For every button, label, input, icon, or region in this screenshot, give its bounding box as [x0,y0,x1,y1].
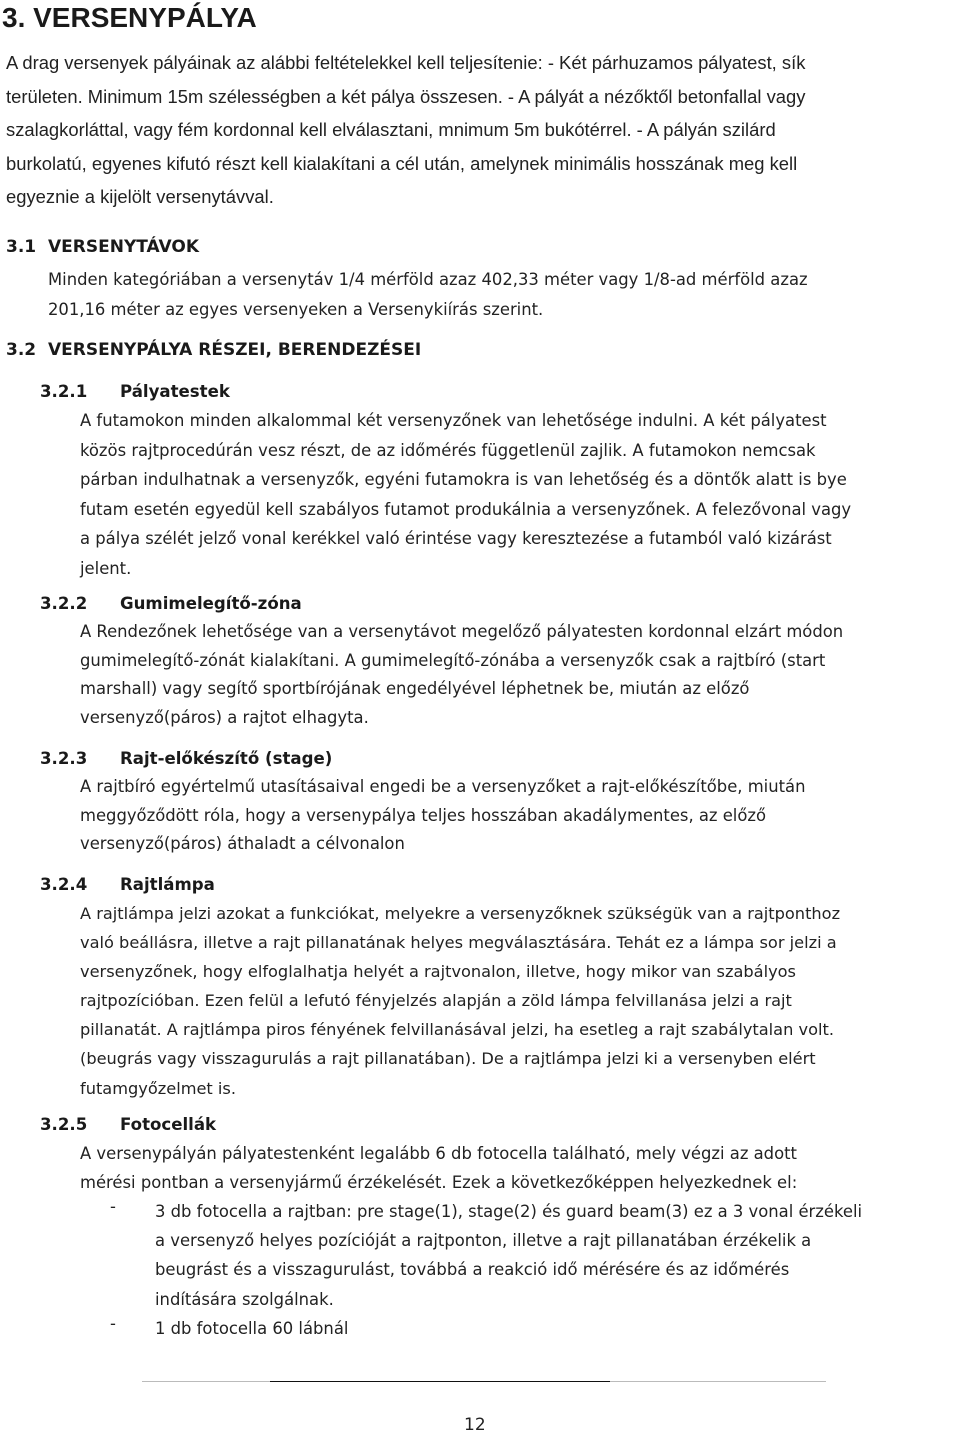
subsection-number: 3.2.3 [40,749,88,768]
text-line: A futamokon minden alkalommal két versenyzőnek van lehetősége indulni. A két pályatest [80,411,827,430]
chapter-heading: 3. VERSENYPÁLYA [2,2,257,33]
subsection-3-2-2-text [80,618,843,733]
page-number: 12 [464,1415,486,1435]
text-line: rajtpozícióban. Ezen felül a lefutó fényjelzés alapján a zöld lámpa felvillanása jelzi a rajt [80,991,792,1011]
text-line: beugrást és a visszagurulást, továbbá a reakció idő mérésére és az időmérés [155,1260,790,1280]
text-line: versenyző(páros) áthaladt a célvonalon [80,834,405,853]
text-line: meggyőződött róla, hogy a versenypálya teljes hosszában akadálymentes, az előző [80,805,767,825]
text-line: 201,16 méter az egyes versenyeken a Versenykiírás szerint. [48,299,544,319]
text-line: burkolatú, egyenes kifutó részt kell kialakítani a cél után, amelynek minimális hosszának meg kell [6,152,798,174]
subsection-number: 3.2.5 [40,1115,88,1134]
subsection-3-2-4-text [80,899,840,1103]
text-line: A versenypályán pályatestenként legalább 6 db fotocella található, mely végzi az adott [80,1144,797,1163]
text-line: 3 db fotocella a rajtban: pre stage(1), stage(2) és guard beam(3) ez a 3 vonal érzékeli [155,1202,863,1221]
subsection-number: 3.2.4 [40,875,88,894]
text-line: pillanatát. A rajtlámpa piros fényének felvillanásával jelzi, ha esetleg a rajt szabálytalan volt. [80,1020,834,1040]
text-line: szalagkorláttal, vagy fém kordonnal kell elválasztani, mnimum 5m bukótérrel. - A pályán szilárd [6,119,776,141]
subsection-heading-3-2-5 [40,1113,216,1137]
subsection-3-2-3-text [80,773,805,859]
bullet-body [155,1197,862,1314]
subsection-3-2-1-text [80,406,851,584]
subsection-heading-3-2-3 [40,747,332,771]
text-line: A Rendezőnek lehetősége van a versenytávot megelőző pályatesten kordonnal elzárt módon [80,622,844,641]
subsection-3-2-5-text [80,1139,797,1197]
text-line: gumimelegítő-zónát kialakítani. A gumimelegítő-zónába a versenyzők csak a rajtbíró (start [80,650,826,670]
subsection-title: Gumimelegítő-zóna [120,594,302,613]
text-line: A rajtbíró egyértelmű utasításaival engedi be a versenyzőket a rajt-előkészítőbe, miután [80,777,806,796]
text-line: versenyző(páros) a rajtot elhagyta. [80,708,369,728]
text-line: A drag versenyek pályáinak az alábbi feltételekkel kell teljesítenie: - Két párhuzamos pályatest, sík [6,52,806,73]
text-line: Minden kategóriában a versenytáv 1/4 mérföld azaz 402,33 méter vagy 1/8-ad mérföld azaz [48,270,808,289]
text-line: való beállásra, illetve a rajt pillanatának helyes megválasztására. Tehát ez a lámpa sor jelzi a [80,933,837,953]
section-3-1-text [48,265,808,324]
text-line: területen. Minimum 15m szélességben a két pálya összesen. - A pályát a nézőktől betonfallal vagy [6,85,806,107]
footer-divider [142,1381,270,1382]
subsection-heading-3-2-1 [40,380,230,404]
section-heading-3-2 [6,338,421,362]
section-title: VERSENYPÁLYA RÉSZEI, BERENDEZÉSEI [48,340,422,360]
bullet-dash: - [110,1314,116,1333]
text-line: 1 db fotocella 60 lábnál [155,1319,349,1338]
text-line: futam esetén egyedül kell szabályos futamot produkálnia a versenyzőnek. A felezővonal vagy [80,499,852,519]
subsection-number: 3.2.1 [40,382,88,401]
footer-divider [270,1381,610,1382]
text-line: jelent. [80,558,132,578]
text-line: versenyzőnek, hogy elfoglalhatja helyét a rajtvonalon, illetve, hogy mikor van szabályos [80,962,796,982]
footer-divider [610,1381,826,1382]
subsection-title: Pályatestek [120,382,230,401]
text-line: a versenyző helyes pozícióját a rajtponton, illetve a rajt pillanatában érzékelik a [155,1231,812,1251]
text-line: mérési pontban a versenyjármű érzékelését. Ezek a következőképpen helyezkednek el: [80,1173,798,1192]
text-line: indítására szolgálnak. [155,1289,334,1309]
text-line: egyeznie a kijelölt versenytávval. [6,186,274,208]
bullet-dash: - [110,1197,116,1216]
text-line: futamgyőzelmet is. [80,1078,237,1098]
text-line: marshall) vagy segítő sportbírójának engedélyével léphetnek be, miután az előző [80,679,750,699]
text-line: A rajtlámpa jelzi azokat a funkciókat, melyekre a versenyzőknek szükségük van a rajtponthoz [80,904,841,923]
section-title: VERSENYTÁVOK [48,237,200,257]
subsection-title: Rajtlámpa [120,875,215,894]
section-number: 3.1 [6,237,37,257]
subsection-title: Rajt-előkészítő (stage) [120,749,333,768]
section-heading-3-1 [6,235,199,259]
text-line: (beugrás vagy visszagurulás a rajt pillanatában). De a rajtlámpa jelzi ki a versenyben elért [80,1049,816,1069]
subsection-heading-3-2-2 [40,592,302,616]
section-number: 3.2 [6,340,37,360]
text-line: párban indulhatnak a versenyzők, egyéni futamokra is van lehetőség és a döntők alatt is bye [80,470,847,490]
bullet-body [155,1314,348,1343]
subsection-title: Fotocellák [120,1115,217,1134]
intro-paragraph [6,46,956,214]
subsection-heading-3-2-4 [40,873,215,897]
text-line: közös rajtprocedúrán vesz részt, de az időmérés függetlenül zajlik. A futamokon nemcsak [80,440,816,460]
text-line: a pálya szélét jelző vonal kerékkel való érintése vagy keresztezése a futamból való kizárást [80,529,832,549]
subsection-number: 3.2.2 [40,594,88,613]
